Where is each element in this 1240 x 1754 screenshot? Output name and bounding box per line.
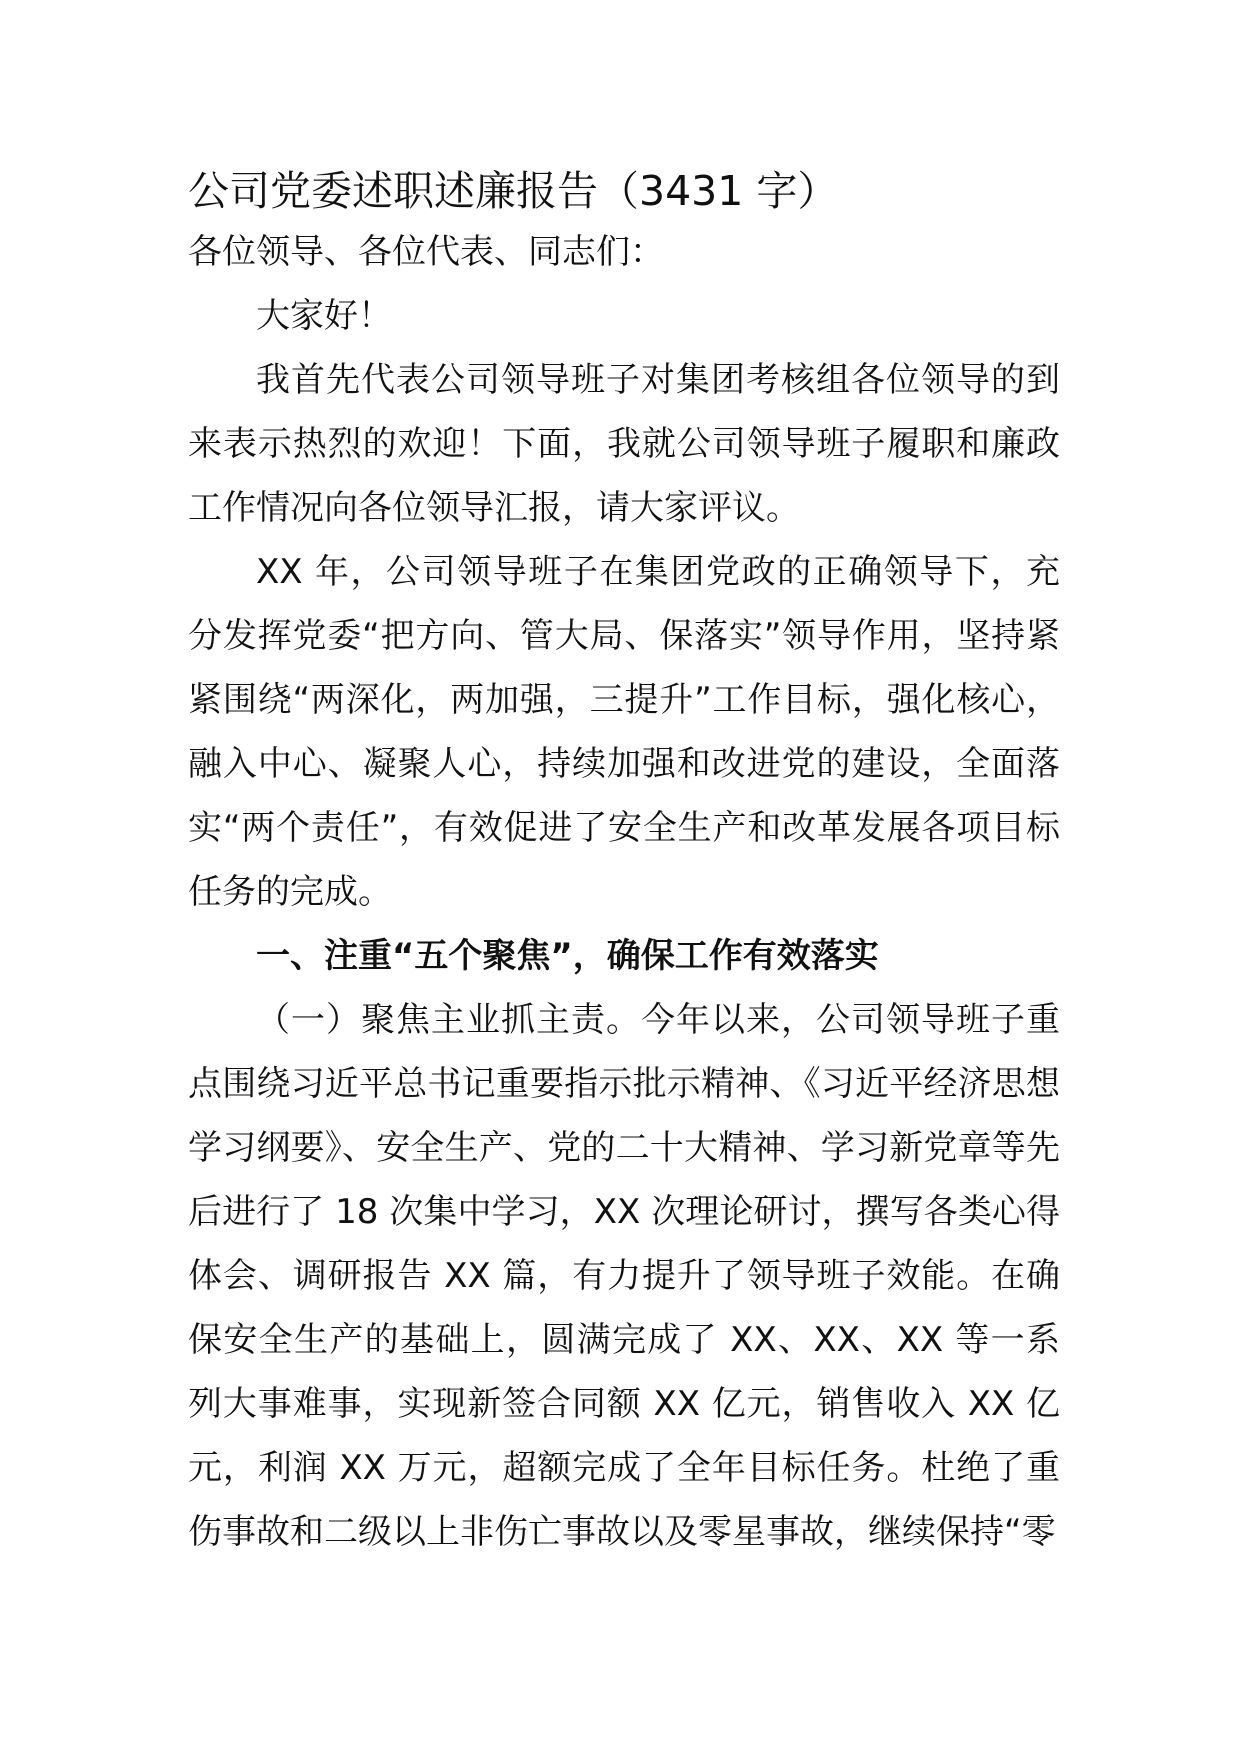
paragraph-overview: XX 年，公司领导班子在集团党政的正确领导下，充分发挥党委“把方向、管大局、保落实”领导作用，坚持紧紧围绕“两深化，两加强，三提升”工作目标，强化核心，融入中心、凝聚人心，持续加强和改进党的建设，全面落实“两个责任”，有效促进了安全生产和改革发展各项目标任务的完成。 [188, 552, 1060, 912]
document-title: 公司党委述职述廉报告（3431 字） [188, 167, 839, 215]
paragraph-welcome: 我首先代表公司领导班子对集团考核组各位领导的到来表示热烈的欢迎！下面，我就公司领导班子履职和廉政工作情况向各位领导汇报，请大家评议。 [188, 360, 1060, 528]
greeting: 大家好！ [256, 296, 392, 336]
document-body [188, 162, 1060, 1564]
paragraph-section-one: （一）聚焦主业抓主责。今年以来，公司领导班子重点围绕习近平总书记重要指示批示精神、《习近平经济思想学习纲要》、安全生产、党的二十大精神、学习新党章等先后进行了 18 次集中学习，XX 次理论研讨，撰写各类心得体会、调研报告 XX 篇，有力提升了领导班子效能。在确保安全生产的基础上，圆满完成了 XX、XX、XX 等一系列大事难事，实现新签合同额 XX 亿元，销售收入 XX 亿元，利润 XX 万元，超额完成了全年目标任务。杜绝了重伤事故和二级以上非伤亡事故以及零星事故，继续保持“零 [188, 1000, 1060, 1552]
salutation: 各位领导、各位代表、同志们： [188, 232, 664, 272]
section-heading: 一、注重“五个聚焦”，确保工作有效落实 [256, 936, 879, 976]
